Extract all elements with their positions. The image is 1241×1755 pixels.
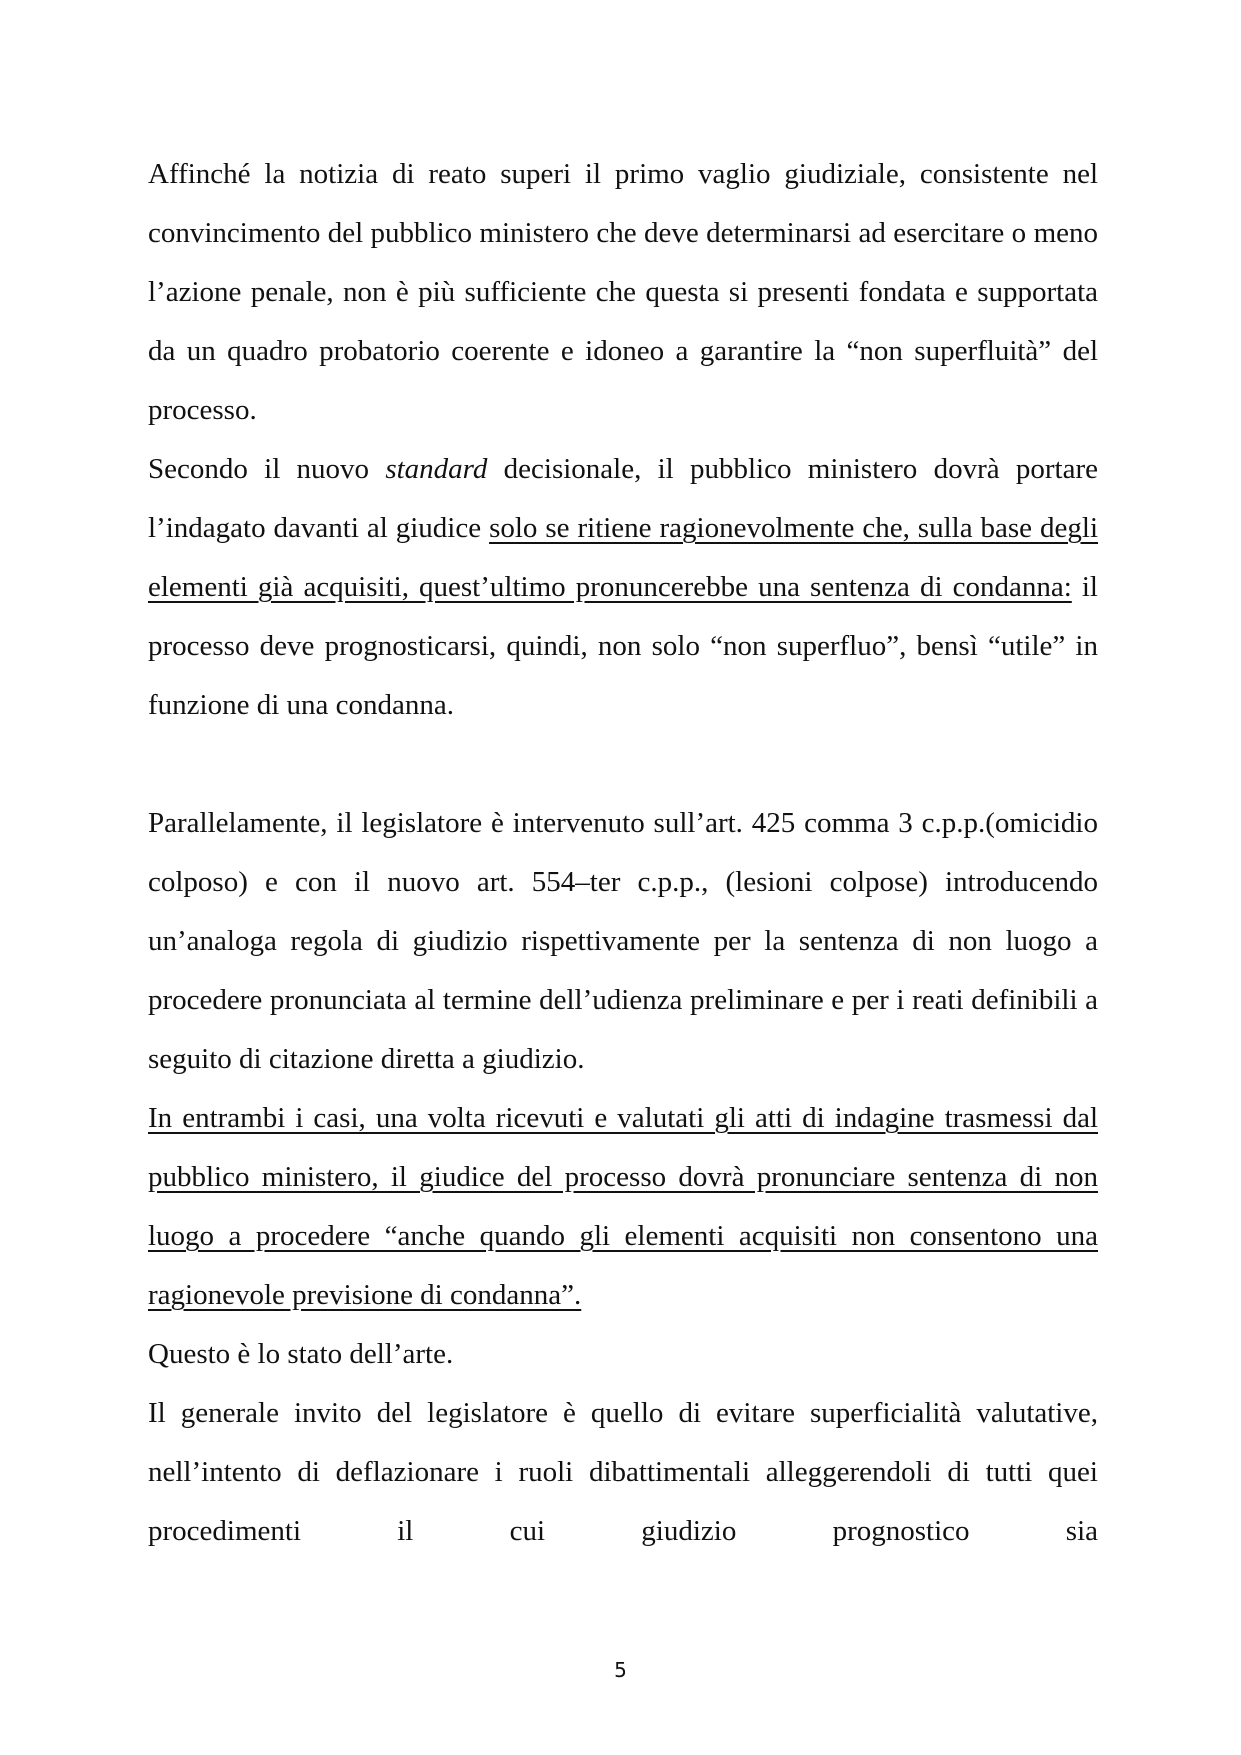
- paragraph-5: Questo è lo stato dell’arte.: [148, 1338, 454, 1370]
- italic-term: standard: [385, 453, 488, 485]
- body-text: [148, 145, 1098, 1561]
- paragraph-1: Affinché la notizia di reato superi il primo vaglio giudiziale, consistente nel convincimento del pubblico ministero che deve determinarsi ad esercitare o meno l’azione penale, non è più sufficiente che questa si presenti fondata e supportata da un quadro probatorio coerente e idoneo a garantire la “non superfluità” del processo.: [148, 158, 1098, 426]
- paragraph-6: Il generale invito del legislatore è quello di evitare superficialità valutative, nell’intento di deflazionare i ruoli dibattimentali alleggerendoli di tutti quei procedimenti il cui giudizio prognostico sia: [148, 1397, 1098, 1547]
- paragraph-2-text-a: Secondo il nuovo: [148, 453, 386, 485]
- underlined-passage: solo se ritiene ragionevolmente che, sulla base degli elementi già acquisiti, quest’ultimo pronuncerebbe una sentenza di condanna:: [148, 512, 1098, 603]
- paragraph-2-text-b: decisionale, il pubblico ministero dovrà portare l’indagato davanti al giudice: [148, 453, 1098, 544]
- paragraph-2: [148, 440, 1098, 735]
- paragraph-2-text-c: il processo deve prognosticarsi, quindi, non solo “non superfluo”, bensì “utile” in funzione di una condanna.: [148, 571, 1098, 721]
- paragraph-spacer: [148, 735, 1098, 794]
- paragraph-3: Parallelamente, il legislatore è intervenuto sull’art. 425 comma 3 c.p.p.(omicidio colposo) e con il nuovo art. 554–ter c.p.p., (lesioni colpose) introducendo un’analoga regola di giudizio rispettivamente per la sentenza di non luogo a procedere pronunciata al termine dell’udienza preliminare e per i reati definibili a seguito di citazione diretta a giudizio.: [148, 807, 1098, 1075]
- paragraph-4-underlined: In entrambi i casi, una volta ricevuti e valutati gli atti di indagine trasmessi dal pubblico ministero, il giudice del processo dovrà pronunciare sentenza di non luogo a procedere “anche quando gli elementi acquisiti non consentono una ragionevole previsione di condanna”.: [148, 1102, 1098, 1311]
- page-number: 5: [614, 1658, 627, 1682]
